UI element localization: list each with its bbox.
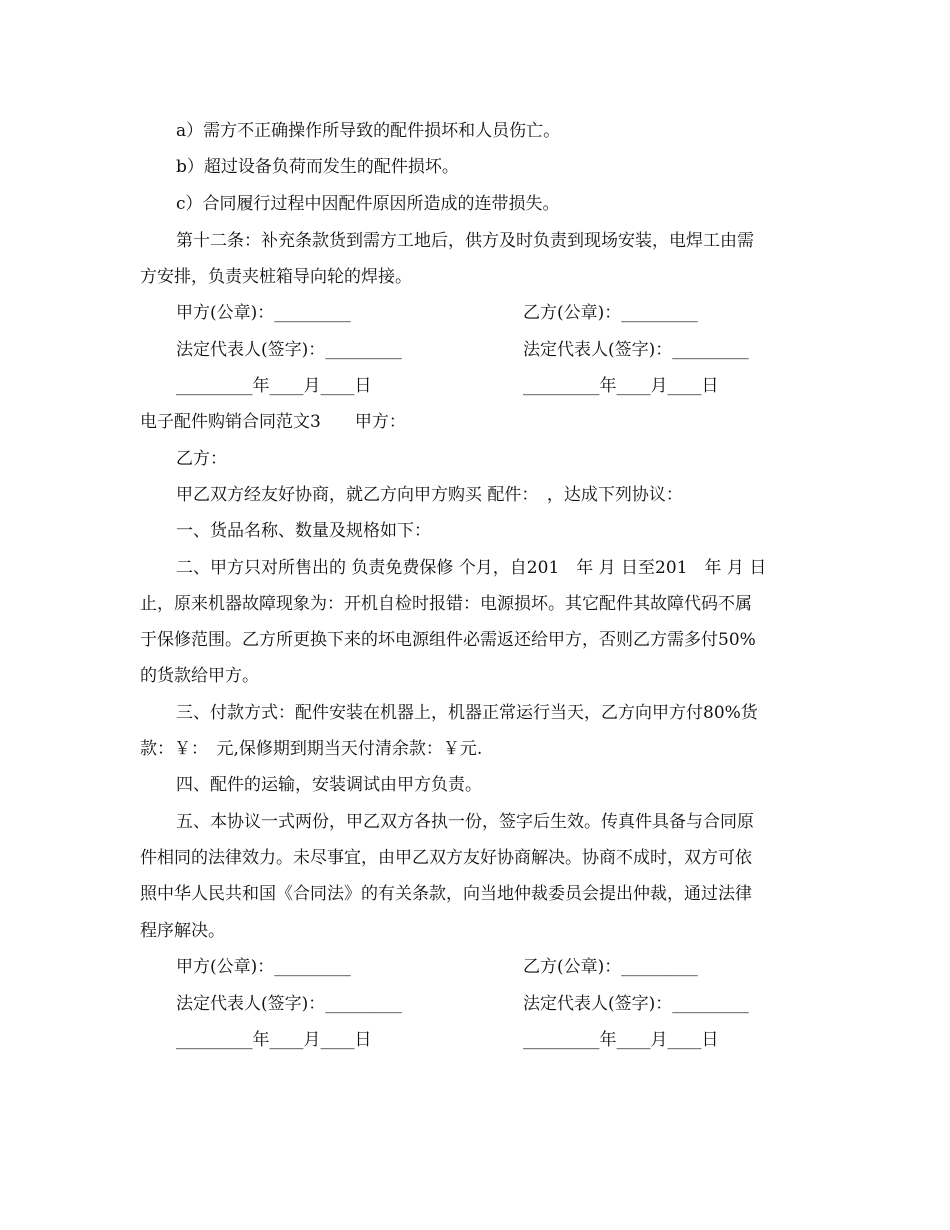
party-b-date: _________年____月____日 <box>523 376 719 396</box>
item-2-line-4: 的货款给甲方。 <box>140 666 259 686</box>
item-3-line-2: 款：￥： 元,保修期到期当天付清余款：￥元. <box>140 739 483 759</box>
article-12-line-2: 方安排，负责夹桩箱导向轮的焊接。 <box>140 267 412 287</box>
clause-c: c）合同履行过程中因配件原因所造成的连带损失。 <box>176 194 560 214</box>
party-a-seal-2: 甲方(公章)：_________ <box>176 957 351 977</box>
item-5-line-2: 件相同的法律效力。未尽事宜，由甲乙双方友好协商解决。协商不成时，双方可依 <box>140 848 752 868</box>
item-2-line-1: 二、甲方只对所售出的 负责免费保修 个月，自201 年 月 日至201 年 月 日 <box>176 558 767 578</box>
item-5-line-3: 照中华人民共和国《合同法》的有关条款，向当地仲裁委员会提出仲裁，通过法律 <box>140 884 752 904</box>
party-a-date: _________年____月____日 <box>176 376 372 396</box>
clause-b: b）超过设备负荷而发生的配件损坏。 <box>176 157 459 177</box>
party-b-seal-2: 乙方(公章)：_________ <box>523 957 698 977</box>
item-5-line-1: 五、本协议一式两份，甲乙双方各执一份，签字后生效。传真件具备与合同原 <box>176 812 754 832</box>
item-5-line-4: 程序解决。 <box>140 921 225 941</box>
item-2-line-3: 于保修范围。乙方所更换下来的坏电源组件必需返还给甲方，否则乙方需多付50% <box>140 630 756 650</box>
article-12-line-1: 第十二条：补充条款货到需方工地后，供方及时负责到现场安装，电焊工由需 <box>176 231 754 251</box>
party-b-representative-2: 法定代表人(签字)：_________ <box>523 994 749 1014</box>
clause-a: a）需方不正确操作所导致的配件损坏和人员伤亡。 <box>176 121 561 141</box>
item-3-line-1: 三、付款方式：配件安装在机器上，机器正常运行当天，乙方向甲方付80%货 <box>176 703 758 723</box>
party-b-date-2: _________年____月____日 <box>523 1030 719 1050</box>
party-a-representative: 法定代表人(签字)：_________ <box>176 340 402 360</box>
contract-3-title: 电子配件购销合同范文3 甲方： <box>140 412 406 432</box>
contract-3-party-b: 乙方： <box>176 449 227 469</box>
party-a-seal: 甲方(公章)：_________ <box>176 303 351 323</box>
item-1: 一、货品名称、数量及规格如下： <box>176 521 431 541</box>
contract-3-intro: 甲乙双方经友好协商，就乙方向甲方购买 配件： ，达成下列协议： <box>176 485 683 505</box>
party-b-seal: 乙方(公章)：_________ <box>523 303 698 323</box>
party-a-representative-2: 法定代表人(签字)：_________ <box>176 994 402 1014</box>
item-2-line-2: 止，原来机器故障现象为：开机自检时报错：电源损坏。其它配件其故障代码不属 <box>140 594 752 614</box>
item-4: 四、配件的运输，安装调试由甲方负责。 <box>176 775 482 795</box>
party-a-date-2: _________年____月____日 <box>176 1030 372 1050</box>
party-b-representative: 法定代表人(签字)：_________ <box>523 340 749 360</box>
